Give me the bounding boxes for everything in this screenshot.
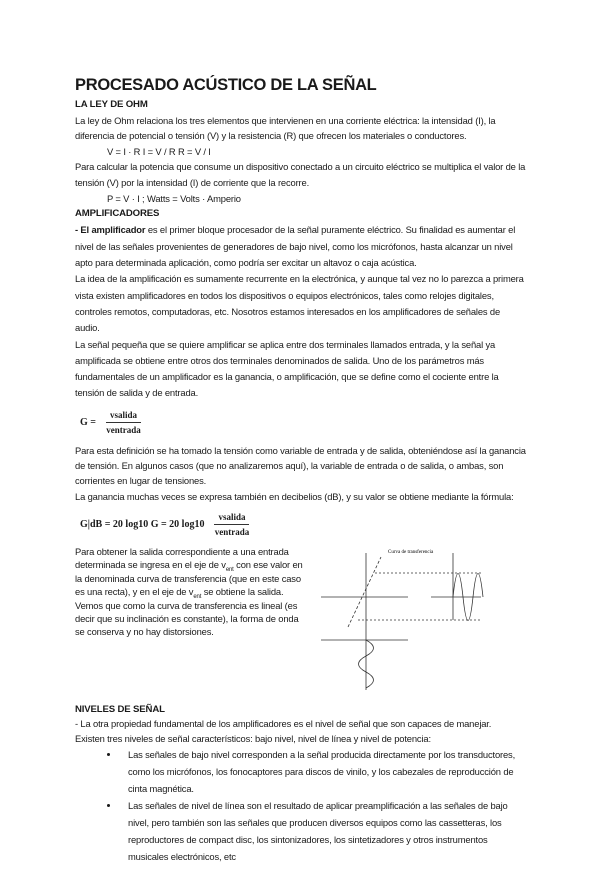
transfer-text-2: con ese valor en la denominada curva de transferencia (que en este caso es una recta), y en el eje de v — [75, 559, 303, 598]
transfer-paragraph — [75, 545, 303, 639]
ohm-heading: LA LEY DE OHM — [75, 99, 148, 110]
gain-paragraph: La señal pequeña que se quiere amplificar se aplica entre dos terminales llamados entrada, y la señal ya amplificada se obtiene entre otros dos terminales denominados de salida. Uno de los parámetros más fundamentales de un amplificador es la ganancia, o amplificación, que se define como el cociente entre la tensión de salida y de entrada. — [75, 338, 499, 399]
list-item: • Las señales de nivel de línea son el resultado de aplicar preamplificación a las señales de bajo nivel, pero también son las señales que producen diversos equipos como las cassetteras, los reproductores de compact disc, los sintonizadores, los sintetizadores y otros instrumentos musicales electrónicos, etc — [120, 797, 527, 865]
db-denominator: ventrada — [214, 526, 250, 537]
power-paragraph: Para calcular la potencia que consume un dispositivo conectado a un circuito eléctrico se multiplica el valor de la tensión (V) por la intensidad (I) de corriente que la recorre. — [75, 161, 526, 188]
ohm-formula: V = I · R I = V / R R = V / I — [107, 145, 211, 157]
subscript: ent — [193, 594, 202, 600]
subscript: ent — [225, 567, 234, 574]
transfer-curve-diagram — [313, 545, 485, 695]
decibel-paragraph: La ganancia muchas veces se expresa también en decibelios (dB), y su valor se obtiene mediante la fórmula: — [75, 490, 514, 502]
transfer-text-1: Para obtener la salida correspondiente a una entrada determinada se ingresa en el eje de v — [75, 545, 289, 571]
gain-denominator: ventrada — [106, 424, 141, 435]
db-numerator: vsalida — [214, 512, 249, 525]
gain-fraction — [106, 410, 141, 435]
power-formula: P = V · I ; Watts = Volts · Amperio — [107, 192, 241, 204]
ohm-paragraph: La ley de Ohm relaciona los tres elementos que intervienen en una corriente eléctrica: la intensidad (I), la diferencia de potencial o tensión (V) y la resistencia (R) que ofrecen los materiales o conductores. — [75, 114, 496, 142]
page-title: PROCESADO ACÚSTICO DE LA SEÑAL — [75, 76, 377, 94]
amplifier-text: es el primer bloque procesador de la señal puramente eléctrico. Su finalidad es aumentar el nivel de las señales provenientes de generadores de bajo nivel, como los micrófonos, hasta alcanzar un nivel apto para determinada aplicación, como podría ser excitar un altavoz o caja acústica. — [75, 224, 516, 269]
ohm-section — [75, 97, 527, 206]
amplifier-term: - El amplificador — [75, 224, 146, 236]
levels-heading: NIVELES DE SEÑAL — [75, 703, 165, 715]
list-item: • Las señales de bajo nivel corresponden a la señal producida directamente por los transductores, como los micrófonos, los fonocaptores para discos de vinilo, y los cabezales de reproducción de cinta magnética. — [120, 746, 527, 797]
definition-paragraph: Para esta definición se ha tomado la tensión como variable de entrada y de salida, obteniéndose así la ganancia de tensión. En algunos casos (que no analizaremos aquí), la variable de entrada o de salida, o ambas, son corrientes en lugar de tensiones. — [75, 444, 526, 487]
gain-formula — [80, 410, 527, 435]
diagram-label: Curva de transferencia — [388, 549, 434, 555]
gain-numerator: vsalida — [106, 410, 141, 423]
transfer-text-3: se obtiene la salida. Vemos que como la curva de transferencia es lineal (es decir que su inclinación es constante), la forma de onda se conserva y no hay distorsiones. — [75, 586, 299, 638]
levels-section — [75, 703, 527, 866]
amplifiers-section — [75, 206, 527, 402]
transfer-row — [75, 545, 527, 695]
amplifier-paragraph — [75, 222, 527, 271]
db-lhs: G|dB = 20 log10 G = 20 log10 — [80, 518, 205, 530]
levels-paragraph-1: - La otra propiedad fundamental de los amplificadores es el nivel de señal que son capaces de manejar. — [75, 718, 492, 730]
levels-paragraph-2: Existen tres niveles de señal característicos: bajo nivel, nivel de línea y nivel de potencia: — [75, 732, 431, 744]
gain-explanation — [75, 443, 527, 504]
db-fraction — [214, 512, 249, 537]
amplification-paragraph: La idea de la amplificación es sumamente recurrente en la electrónica, y aunque tal vez no lo parezca a primera vista existen amplificadores en todos los dispositivos o equipos electrónicos, tales como relojes digitales, controles remotos, computadoras, etc. Nosotros estamos interesados en los amplificadores de señales de audio. — [75, 273, 524, 334]
transfer-line — [348, 557, 381, 627]
gain-lhs: G = — [80, 416, 96, 428]
db-formula — [80, 512, 527, 537]
amplifiers-heading: AMPLIFICADORES — [75, 208, 160, 220]
